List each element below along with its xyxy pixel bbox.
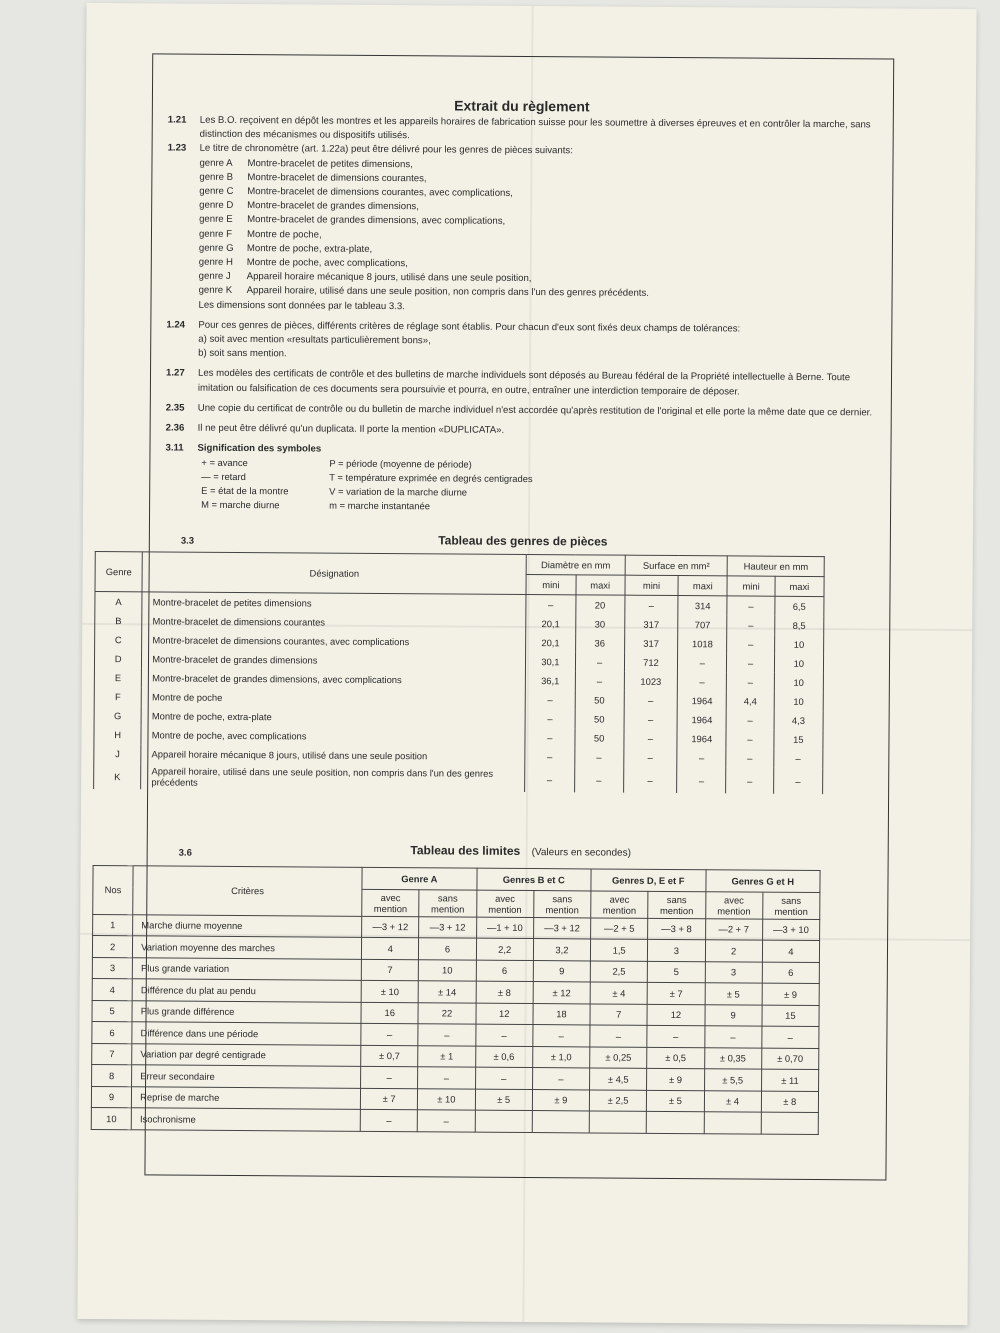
value-cell: –: [574, 766, 623, 792]
genre-key: genre J: [198, 270, 231, 283]
designation-cell: Montre de poche: [141, 687, 525, 709]
symbol-definition: m = marche instantanée: [329, 500, 430, 512]
genre-key: genre E: [199, 214, 233, 226]
genre-description: Montre-bracelet de dimensions courantes, avec complications,: [247, 186, 513, 199]
limit-cell: 3: [648, 939, 705, 961]
limit-cell: –: [704, 1026, 761, 1048]
limit-cell: 6: [419, 938, 476, 960]
limit-cell: —3 + 12: [362, 916, 419, 938]
limit-cell: ± 10: [361, 980, 418, 1002]
number-cell: 6: [92, 1021, 132, 1043]
designation-cell: Montre-bracelet de grandes dimensions, avec complications: [142, 668, 526, 690]
value-cell: 707: [678, 615, 727, 634]
limit-cell: 7: [361, 959, 418, 981]
designation-cell: Montre-bracelet de grandes dimensions: [142, 649, 526, 671]
value-cell: –: [726, 729, 773, 748]
article-1-24: [166, 318, 882, 366]
number-cell: 4: [92, 978, 132, 1000]
value-cell: 712: [624, 653, 678, 672]
value-cell: –: [677, 748, 726, 767]
genre-cell: F: [94, 687, 141, 706]
designation-cell: Montre-bracelet de petites dimensions: [142, 592, 526, 614]
genre-cell: A: [95, 591, 142, 611]
col-nos-header: Nos: [93, 865, 133, 914]
value-cell: 314: [678, 596, 727, 616]
table-row: [94, 763, 823, 794]
limit-cell: ± 5: [475, 1089, 532, 1111]
value-cell: –: [525, 709, 574, 728]
col-maxi: maxi: [575, 575, 624, 595]
article-number: 3.11: [165, 442, 184, 454]
value-cell: –: [625, 595, 679, 615]
col-maxi: maxi: [775, 576, 824, 596]
value-cell: –: [678, 653, 727, 672]
limit-cell: [704, 1112, 761, 1134]
col-mini: mini: [526, 574, 575, 594]
col-designation-header: Désignation: [142, 552, 526, 595]
value-cell: –: [526, 594, 575, 614]
limit-cell: 2,5: [590, 960, 647, 982]
limit-cell: ± 0,6: [475, 1046, 532, 1068]
limit-cell: ± 5,5: [704, 1069, 761, 1091]
limit-cell: —3 + 10: [762, 919, 819, 941]
genre-cell: H: [94, 725, 141, 744]
value-cell: 30,1: [526, 652, 575, 671]
criterion-cell: Différence du plat au pendu: [132, 979, 361, 1002]
value-cell: –: [773, 768, 823, 794]
value-cell: 6,5: [775, 596, 824, 616]
limit-cell: –: [361, 1023, 418, 1045]
symbol-definition: P = période (moyenne de période): [329, 458, 472, 471]
limit-cell: —3 + 12: [533, 917, 590, 939]
criterion-cell: Différence dans une période: [132, 1022, 361, 1045]
col-mini: mini: [625, 575, 679, 595]
article-number: 1.21: [167, 114, 187, 126]
value-cell: 20: [575, 595, 624, 615]
limit-cell: 6: [762, 962, 819, 984]
value-cell: 36: [575, 633, 624, 652]
col-diametre-header: Diamètre en mm: [526, 554, 625, 575]
genre-key: genre D: [199, 199, 234, 212]
designation-cell: Appareil horaire, utilisé dans une seule position, non compris dans l'un des genres précédents: [141, 763, 525, 792]
sans-mention-header: sans mention: [419, 889, 476, 916]
col-maxi: maxi: [678, 576, 727, 596]
value-cell: 1018: [678, 634, 727, 653]
criterion-cell: Variation par degré centigrade: [132, 1043, 361, 1066]
col-criteres-header: Critères: [133, 866, 362, 916]
group-genres-g-h: Genres G et H: [705, 870, 820, 892]
value-cell: 317: [624, 634, 678, 653]
limit-cell: 15: [762, 1005, 819, 1027]
limit-cell: 6: [476, 960, 533, 982]
genre-description: Montre-bracelet de dimensions courantes,: [247, 171, 427, 185]
limit-cell: ± 0,35: [704, 1047, 761, 1069]
limit-cell: ± 5: [647, 1090, 704, 1112]
table-title: Tableau des genres de pièces: [438, 533, 608, 549]
genres-table: [93, 551, 825, 794]
limit-cell: 4: [762, 940, 819, 962]
limit-cell: ± 0,5: [647, 1047, 704, 1069]
genre-cell: G: [94, 706, 141, 725]
avec-mention-header: avec mention: [591, 890, 648, 917]
limit-cell: ± 4,5: [590, 1068, 647, 1090]
number-cell: 2: [92, 935, 132, 957]
limit-cell: 2: [705, 940, 762, 962]
value-cell: –: [624, 748, 678, 767]
avec-mention-header: avec mention: [705, 891, 762, 918]
limit-cell: [532, 1111, 589, 1133]
genre-cell: E: [94, 668, 141, 687]
limits-table: [91, 865, 821, 1135]
article-text: Les B.O. reçoivent en dépôt les montres et les appareils horaires de fabrication suisse pour les soumettre à diverses épreuves et en contrôler la marche, sans distinction des mécanismes ou dispositifs utilisés.: [199, 114, 871, 142]
value-cell: 20,1: [526, 633, 575, 652]
article-text: Les modèles des certificats de contrôle et des bulletins de marche individuels sont déposés au Bureau fédéral de la Propriété intellectuelle à Berne. Toute imitation ou falsification de ces documents sera poursuivie et pourra, en outre, entraîner une interdiction temporaire de déposer.: [197, 368, 851, 398]
value-cell: –: [727, 596, 774, 616]
value-cell: 317: [624, 615, 678, 634]
genre-description: Montre de poche,: [246, 228, 322, 241]
value-cell: –: [624, 710, 678, 729]
designation-cell: Montre-bracelet de dimensions courantes, avec complications: [142, 630, 526, 652]
symbol-definition: T = température exprimée en degrés centigrades: [329, 472, 533, 485]
limit-cell: –: [590, 1025, 647, 1047]
limit-cell: ± 8: [476, 981, 533, 1003]
limit-cell: ± 7: [647, 982, 704, 1004]
article-number: 2.35: [165, 402, 185, 414]
limit-cell: 5: [648, 961, 705, 983]
article-text: Il ne peut être délivré qu'un duplicata. Il porte la mention «DUPLICATA».: [197, 422, 505, 436]
group-genres-d-e-f: Genres D, E et F: [591, 869, 706, 891]
limit-cell: –: [475, 1067, 532, 1089]
value-cell: 36,1: [526, 671, 575, 690]
value-cell: 8,5: [774, 616, 823, 635]
genre-key: genre G: [198, 242, 234, 254]
criterion-cell: Reprise de marche: [132, 1086, 361, 1109]
value-cell: 1023: [624, 672, 678, 691]
section-number: 3.6: [178, 847, 192, 859]
value-cell: 50: [575, 690, 624, 709]
value-cell: 10: [774, 673, 823, 692]
sans-mention-header: sans mention: [648, 891, 705, 918]
sans-mention-header: sans mention: [762, 892, 819, 919]
limit-cell: [475, 1110, 532, 1132]
limit-cell: 16: [361, 1002, 418, 1024]
number-cell: 5: [92, 1000, 132, 1022]
number-cell: 8: [92, 1064, 132, 1086]
limit-cell: –: [533, 1025, 590, 1047]
genre-cell: D: [94, 649, 141, 668]
limit-cell: 1,5: [590, 939, 647, 961]
designation-cell: Appareil horaire mécanique 8 jours, utilisé dans une seule position: [141, 744, 525, 766]
limit-cell: –: [360, 1109, 417, 1131]
value-cell: 4,4: [727, 691, 774, 710]
limit-cell: ± 4: [704, 1090, 761, 1112]
value-cell: –: [624, 691, 678, 710]
number-cell: 10: [91, 1107, 131, 1129]
symbol-definition: M = marche diurne: [201, 499, 280, 511]
limit-cell: 22: [418, 1002, 475, 1024]
genre-key: genre K: [198, 285, 233, 297]
limit-cell: —2 + 5: [591, 917, 648, 939]
limit-cell: 10: [419, 959, 476, 981]
designation-cell: Montre de poche, avec complications: [141, 725, 525, 747]
article-text: Une copie du certificat de contrôle ou du bulletin de marche individuel n'est accordée qu'après restitution de l'original et elle porte la même date que ce dernier.: [197, 402, 873, 419]
limit-cell: ± 2,5: [589, 1089, 646, 1111]
limit-cell: ± 0,7: [361, 1045, 418, 1067]
table-title: Tableau des limites: [410, 843, 521, 858]
article-number: 1.27: [165, 367, 185, 380]
limit-cell: –: [418, 1067, 475, 1089]
criterion-cell: Isochronisme: [131, 1108, 360, 1131]
value-cell: –: [727, 710, 774, 729]
limit-cell: –: [475, 1024, 532, 1046]
genre-key: genre F: [198, 228, 233, 240]
criterion-cell: Plus grande variation: [132, 957, 361, 980]
value-cell: –: [525, 766, 574, 792]
number-cell: 1: [93, 914, 133, 936]
dimensions-note: Les dimensions sont données par le tableau 3.3.: [198, 299, 405, 312]
avec-mention-header: avec mention: [476, 890, 533, 917]
limit-cell: [589, 1111, 646, 1133]
limit-cell: 7: [590, 1003, 647, 1025]
genre-description: Montre-bracelet de grandes dimensions, avec complications,: [247, 214, 506, 228]
limit-cell: ± 4: [590, 982, 647, 1004]
limit-cell: –: [418, 1110, 475, 1132]
criterion-cell: Variation moyenne des marches: [133, 936, 362, 959]
limit-cell: 9: [533, 960, 590, 982]
symbols-grid: [165, 456, 881, 517]
symbol-definition: + = avance: [201, 457, 248, 469]
limit-cell: 9: [704, 1004, 761, 1026]
limit-cell: 12: [647, 1004, 704, 1026]
number-cell: 7: [92, 1043, 132, 1065]
value-cell: 1964: [677, 710, 726, 729]
value-cell: 50: [574, 728, 623, 747]
article-option-b: b) soit sans mention.: [198, 347, 287, 360]
number-cell: 9: [91, 1086, 131, 1108]
limit-cell: [646, 1111, 703, 1133]
limit-cell: 3,2: [533, 939, 590, 961]
value-cell: –: [574, 747, 623, 766]
value-cell: 1964: [677, 729, 726, 748]
value-cell: –: [623, 767, 677, 793]
symbol-definition: V = variation de la marche diurne: [329, 486, 468, 499]
limit-cell: 3: [705, 961, 762, 983]
limit-cell: 2,2: [476, 938, 533, 960]
genre-description: Appareil horaire mécanique 8 jours, utilisé dans une seule position,: [246, 271, 532, 285]
limit-cell: ± 9: [647, 1068, 704, 1090]
sans-mention-header: sans mention: [534, 890, 591, 917]
limit-cell: ± 9: [532, 1089, 589, 1111]
designation-cell: Montre de poche, extra-plate: [141, 706, 525, 728]
value-cell: 20,1: [526, 614, 575, 633]
limit-cell: ± 10: [418, 1088, 475, 1110]
limit-cell: –: [647, 1025, 704, 1047]
genre-cell: B: [95, 611, 142, 630]
value-cell: –: [677, 672, 726, 691]
limit-cell: ± 9: [762, 983, 819, 1005]
article-1-27: [166, 367, 882, 400]
limit-cell: 18: [533, 1003, 590, 1025]
article-number: 1.23: [167, 142, 187, 155]
value-cell: 50: [575, 709, 624, 728]
value-cell: –: [525, 728, 574, 747]
article-number: 2.36: [165, 422, 185, 434]
symbol-definition: E = état de la montre: [201, 485, 289, 497]
value-cell: 1964: [677, 691, 726, 710]
limit-cell: —3 + 8: [648, 918, 705, 940]
limit-cell: ± 5: [705, 983, 762, 1005]
symbol-definition: — = retard: [201, 471, 246, 483]
limit-cell: –: [418, 1024, 475, 1046]
limit-cell: —2 + 7: [705, 918, 762, 940]
article-text: [198, 319, 882, 366]
value-cell: –: [525, 747, 574, 766]
article-text: Le titre de chronomètre (art. 1.22a) peut être délivré pour les genres de pièces suivants:: [199, 143, 573, 157]
genre-key: genre B: [199, 171, 234, 183]
limit-cell: [761, 1112, 818, 1134]
document-sheet: [77, 3, 976, 1325]
criterion-cell: Marche diurne moyenne: [133, 914, 362, 937]
group-genres-b-c: Genres B et C: [476, 868, 591, 890]
limit-cell: ± 8: [761, 1091, 818, 1113]
col-genre-header: Genre: [95, 551, 142, 591]
value-cell: –: [726, 767, 773, 793]
article-heading: Signification des symboles: [197, 442, 322, 455]
genre-key: genre C: [199, 185, 234, 197]
value-cell: 10: [774, 654, 823, 673]
col-mini: mini: [727, 576, 774, 596]
criterion-cell: Erreur secondaire: [132, 1065, 361, 1088]
articles-section: [165, 113, 884, 516]
avec-mention-header: avec mention: [362, 889, 419, 916]
value-cell: –: [525, 690, 574, 709]
genre-description: Montre-bracelet de grandes dimensions,: [247, 200, 419, 213]
designation-cell: Montre-bracelet de dimensions courantes: [142, 611, 526, 633]
limit-cell: ± 11: [761, 1069, 818, 1091]
genre-key: genre H: [198, 256, 233, 268]
value-cell: 30: [575, 614, 624, 633]
genre-cell: J: [94, 744, 141, 763]
value-cell: –: [773, 749, 822, 768]
table-subtitle: (Valeurs en secondes): [531, 847, 631, 859]
col-hauteur-header: Hauteur en mm: [728, 556, 825, 577]
value-cell: 10: [774, 635, 823, 654]
col-surface-header: Surface en mm²: [625, 555, 728, 576]
limit-cell: ± 7: [360, 1088, 417, 1110]
value-cell: –: [727, 615, 774, 634]
value-cell: –: [575, 652, 624, 671]
value-cell: –: [727, 672, 774, 691]
value-cell: 4,3: [774, 711, 823, 730]
group-genre-a: Genre A: [362, 867, 477, 889]
genre-cell: C: [95, 630, 142, 649]
limit-cell: ± 0,25: [590, 1046, 647, 1068]
limit-cell: ± 12: [533, 982, 590, 1004]
document-title: Extrait du règlement: [454, 97, 590, 115]
value-cell: –: [624, 729, 678, 748]
value-cell: 15: [774, 730, 823, 749]
limit-cell: ± 0,70: [761, 1048, 818, 1070]
value-cell: –: [727, 634, 774, 653]
genre-key: genre A: [199, 157, 233, 169]
criterion-cell: Plus grande différence: [132, 1000, 361, 1023]
genre-description: Montre de poche, extra-plate,: [246, 242, 373, 255]
limit-cell: —3 + 12: [419, 916, 476, 938]
section-number: 3.3: [180, 535, 195, 547]
limit-cell: ± 1,0: [532, 1046, 589, 1068]
value-cell: –: [726, 748, 773, 767]
genre-description: Appareil horaire, utilisé dans une seule position, non compris dans l'un des genres précédents.: [246, 285, 649, 300]
limit-cell: 12: [476, 1003, 533, 1025]
genres-list: [167, 156, 884, 303]
limit-cell: –: [361, 1066, 418, 1088]
article-text-main: Pour ces genres de pièces, différents critères de réglage sont établis. Pour chacun d'eux sont fixés deux champs de tolérances:: [198, 319, 741, 335]
limit-cell: ± 1: [418, 1045, 475, 1067]
limit-cell: –: [532, 1068, 589, 1090]
genre-description: Montre de poche, avec complications,: [246, 257, 408, 270]
table-row: [91, 1107, 818, 1134]
limit-cell: –: [762, 1026, 819, 1048]
limit-cell: 4: [362, 937, 419, 959]
article-option-a: a) soit avec mention «resultats particulièrement bons»,: [198, 333, 431, 347]
value-cell: –: [727, 653, 774, 672]
genre-cell: K: [94, 763, 141, 789]
number-cell: 3: [92, 957, 132, 979]
genre-description: Montre-bracelet de petites dimensions,: [247, 157, 413, 170]
value-cell: –: [575, 671, 624, 690]
value-cell: –: [677, 767, 726, 793]
limit-cell: ± 14: [418, 981, 475, 1003]
limit-cell: —1 + 10: [476, 917, 533, 939]
value-cell: 10: [774, 692, 823, 711]
article-number: 1.24: [166, 319, 186, 331]
